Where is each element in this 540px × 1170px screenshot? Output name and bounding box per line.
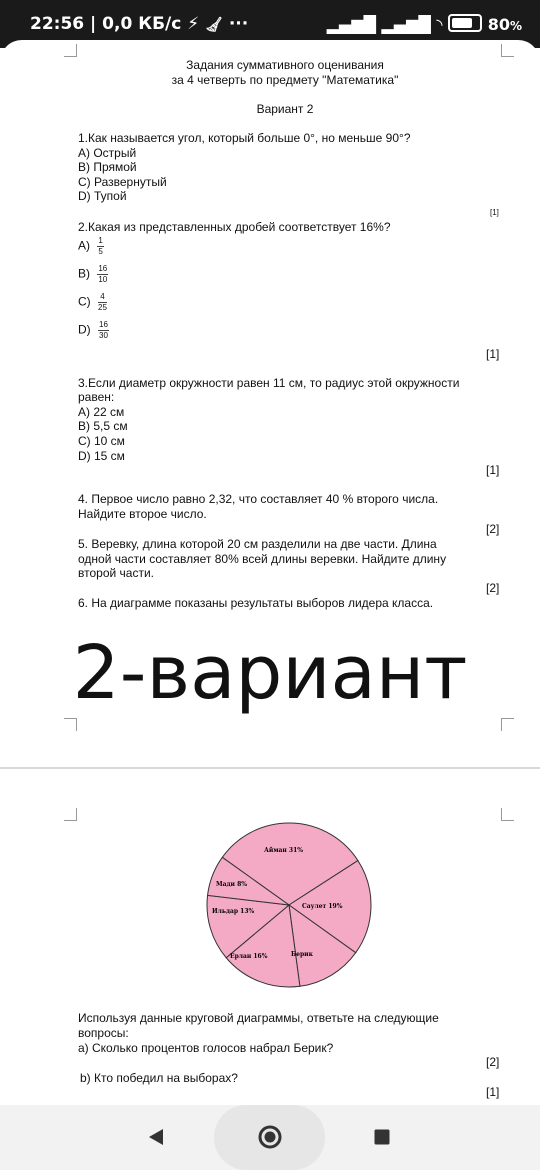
q2-option-d-label: D)	[78, 322, 91, 337]
q3-points: [1]	[486, 463, 500, 477]
q1-question: 1.Как называется угол, который больше 0°, но меньше 90°?	[78, 131, 411, 145]
q5-line2: одной части составляет 80% всей длины веревки. Найдите длину	[78, 552, 447, 566]
pie-label-berik: Берик	[291, 951, 313, 958]
corner-mark	[501, 808, 514, 821]
q4-points: [2]	[486, 522, 500, 536]
status-right: ▂▄▆█ ▂▄▆█ ◝ 80%	[326, 15, 522, 34]
question-b: b) Кто победил на выборах?	[80, 1071, 238, 1085]
q3-question-line2: равен:	[78, 390, 115, 404]
q3-option-b: B) 5,5 см	[78, 419, 128, 433]
recents-square-icon[interactable]	[374, 1129, 390, 1145]
fraction-numerator: 1	[98, 236, 103, 245]
fraction-denominator: 25	[98, 303, 107, 312]
q2-points: [1]	[486, 347, 500, 361]
pie-label-ayman: Айман 31%	[264, 847, 303, 854]
q5-line3: второй части.	[78, 566, 154, 580]
pie-label-ildar: Ильдар 13%	[212, 908, 255, 915]
pie-label-erlan: Ерлан 16%	[230, 953, 268, 960]
question-b-points: [1]	[486, 1085, 500, 1099]
wifi-icon: ◝	[436, 15, 443, 34]
after-chart-line2: вопросы:	[78, 1026, 129, 1040]
q2-option-b	[78, 264, 108, 285]
corner-mark	[501, 718, 514, 731]
q3-option-a: A) 22 см	[78, 405, 125, 419]
fraction-denominator: 10	[98, 275, 108, 284]
fraction-numerator: 4	[98, 292, 107, 303]
q5-points: [2]	[486, 581, 500, 595]
fraction-denominator: 30	[99, 331, 108, 340]
status-time-text: 22:56 | 0,0 КБ/с	[30, 14, 182, 34]
q2-question: 2.Какая из представленных дробей соответствует 16%?	[78, 220, 391, 234]
page-separator	[0, 767, 540, 769]
status-time	[30, 14, 248, 34]
signal-icon: ▂▄▆█	[326, 15, 376, 34]
alert-icon: ⚡	[187, 14, 200, 34]
q1-option-c: C) Развернутый	[78, 175, 167, 189]
broom-icon: 🧹︎	[205, 17, 223, 33]
q1-option-d: D) Тупой	[78, 189, 127, 203]
fraction	[97, 264, 108, 285]
q5-line1: 5. Веревку, длина которой 20 см разделили на две части. Длина	[78, 537, 437, 551]
question-a-points: [2]	[486, 1055, 500, 1069]
big-title: 2-вариант	[72, 630, 468, 716]
pie-label-madi: Мади 8%	[216, 881, 247, 888]
question-a: а) Сколько процентов голосов набрал Берик?	[78, 1041, 334, 1055]
q2-option-a-label: A)	[78, 238, 90, 253]
corner-mark	[64, 44, 77, 57]
corner-mark	[64, 718, 77, 731]
corner-mark	[64, 808, 77, 821]
q1-points: [1]	[490, 208, 499, 217]
pie-label-saulet: Саулет 19%	[302, 903, 343, 910]
q6-line1: 6. На диаграмме показаны результаты выборов лидера класса.	[78, 596, 434, 610]
back-triangle-icon[interactable]	[147, 1128, 165, 1146]
q4-line1: 4. Первое число равно 2,32, что составляет 40 % второго числа.	[78, 492, 439, 506]
fraction	[97, 236, 103, 257]
fraction-numerator: 16	[98, 264, 108, 273]
q4-line2: Найдите второе число.	[78, 507, 207, 521]
signal-icon-2: ▂▄▆█	[381, 15, 431, 34]
fraction-denominator: 5	[98, 247, 103, 256]
after-chart-line1: Используя данные круговой диаграммы, ответьте на следующие	[78, 1011, 439, 1025]
doc-header-line1: Задания суммативного оценивания	[186, 58, 384, 72]
battery-level: 80	[487, 15, 510, 34]
home-circle-icon[interactable]	[257, 1124, 283, 1150]
fraction-numerator: 16	[99, 320, 108, 329]
variant-label: Вариант 2	[256, 102, 314, 116]
q3-option-c: C) 10 см	[78, 434, 125, 448]
q2-option-a	[78, 236, 104, 257]
fraction	[98, 292, 107, 313]
q1-option-a: A) Острый	[78, 146, 137, 160]
q1-option-b: B) Прямой	[78, 160, 137, 174]
corner-mark	[501, 44, 514, 57]
pie-chart	[204, 820, 374, 990]
q2-option-c	[78, 292, 107, 313]
q2-option-b-label: B)	[78, 266, 90, 281]
more-icon: ···	[228, 14, 249, 34]
q3-question-line1: 3.Если диаметр окружности равен 11 см, то радиус этой окружности	[78, 376, 460, 390]
battery-icon	[448, 14, 482, 32]
q2-option-c-label: C)	[78, 294, 91, 309]
q2-option-d	[78, 320, 109, 341]
doc-header-line2: за 4 четверть по предмету "Математика"	[171, 73, 399, 87]
q3-option-d: D) 15 см	[78, 449, 125, 463]
fraction	[98, 320, 109, 341]
